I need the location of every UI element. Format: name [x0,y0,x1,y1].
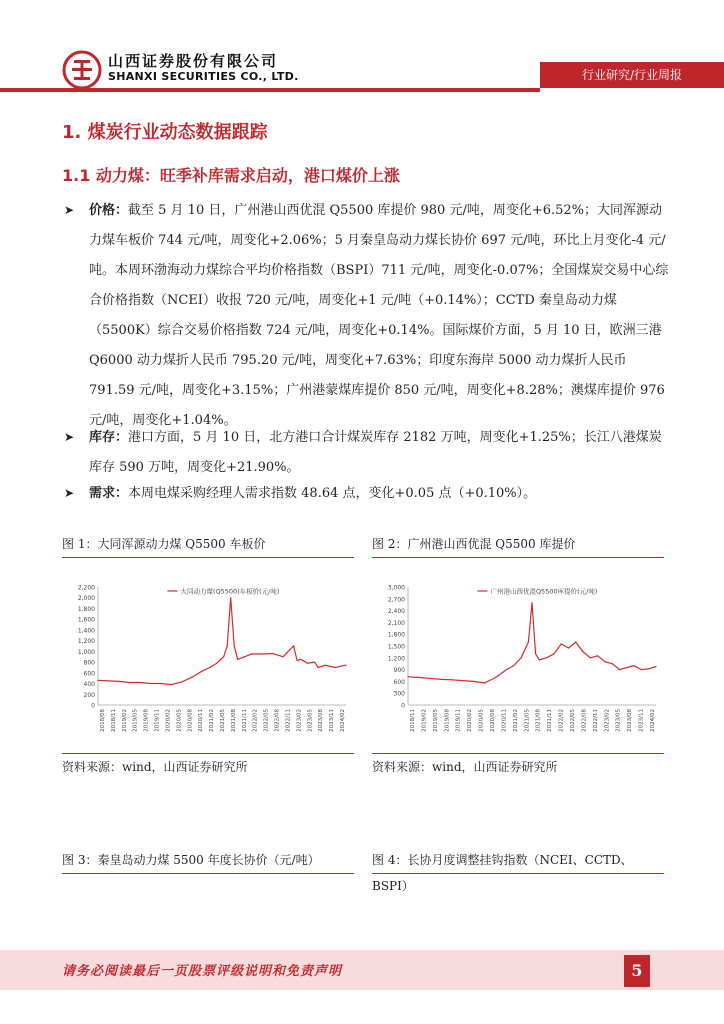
x-tick-label: 2022/02 [558,709,565,732]
x-tick-label: 2023/05 [307,709,314,732]
x-tick-label: 2023/08 [627,709,634,732]
paragraph-text: 本周电煤采购经理人需求指数 48.64 点，变化+0.05 点（+0.10%）。 [128,486,537,501]
y-tick-label: 0 [401,702,405,710]
legend-label: 广州港山西优混Q5500库提价(元/吨) [490,587,598,596]
data-point [513,665,514,666]
y-tick-label: 1,200 [77,638,95,646]
x-tick-label: 2022/02 [252,709,259,732]
y-tick-label: 2,200 [77,584,95,592]
page-number: 5 [624,955,650,987]
data-point [324,665,325,666]
x-tick-label: 2020/08 [490,709,496,732]
x-tick-label: 2019/02 [421,709,428,732]
data-point [317,667,318,668]
data-point [227,645,228,646]
figure-caption: 图 4：长协月度调整挂钩指数（NCEI、CCTD、BSPI） [372,847,664,874]
data-point [539,659,540,660]
data-point [535,653,536,654]
company-name-en: SHANXI SECURITIES CO., LTD. [108,70,299,83]
data-point [216,663,217,664]
data-point [283,656,284,657]
data-point [440,679,441,680]
data-point [648,668,649,669]
paragraph-text: 截至 5 月 10 日，广州港山西优混 Q5500 库提价 980 元/吨，周变化+6.52%；大同浑源动力煤车板价 744 元/吨，周变化+2.06%；5 月秦皇岛动力煤长协价 697 元/吨，环比上月变化-4 元/吨。本周环渤海动力煤综合平均价格指数（BSPI）711 元/吨，周变化-0.07%；全国煤炭交易中心综合价格指数（NCEI）收报 720 元/吨，周变化+1 元/吨（+0.14%）；CCTD 秦皇岛动力煤（5500K）综合交易价格指数 724 元/吨，周变化+0.14%。国际煤价方面，5 月 10 日，欧洲三港 Q6000 动力煤折人民币 795.20 元/吨，周变化+7.63%；印度东海岸 5000 动力煤折人民币 791.59 元/吨，周变化+3.15%；广州港蒙煤库提价 850 元/吨，周变化+8.28%；澳煤库提价 976 元/吨，周变化+1.04%。 [89,203,669,428]
chart-guangzhou-price [372,575,664,747]
y-tick-label: 400 [83,681,95,689]
x-tick-label: 2020/02 [467,709,474,732]
y-tick-label: 2,700 [387,596,405,604]
x-tick-label: 2019/05 [132,709,139,732]
y-tick-label: 2,000 [77,595,95,603]
data-point [230,597,231,598]
data-point [612,663,613,664]
x-tick-label: 2020/11 [198,709,205,732]
source-note: 资料来源：wind，山西证券研究所 [62,753,354,778]
x-tick-label: 2021/05 [220,709,226,732]
data-point [604,661,605,662]
paragraph-label: 库存： [89,430,129,445]
data-point [531,602,532,603]
x-tick-label: 2023/05 [615,709,622,732]
x-tick-label: 2023/02 [296,709,303,732]
x-tick-label: 2022/11 [285,709,292,732]
y-tick-label: 900 [393,667,405,675]
data-point [223,656,224,657]
paragraph-price [89,196,669,436]
section-heading: 1. 煤炭行业动态数据跟踪 [62,122,268,143]
data-point [335,667,336,668]
data-point [202,670,203,671]
data-point [520,657,521,658]
y-tick-label: 800 [83,659,95,667]
x-tick-label: 2021/02 [512,709,519,732]
data-point [314,661,315,662]
data-point [626,667,627,668]
data-point [553,653,554,654]
company-name-cn: 山西证券股份有限公司 [108,52,279,70]
data-point [129,682,130,683]
y-tick-label: 600 [393,678,405,686]
figure-caption: 图 3：秦皇岛动力煤 5500 年度长协价（元/吨） [62,847,354,874]
x-tick-label: 2019/11 [154,709,161,732]
data-point [528,641,529,642]
x-tick-label: 2022/08 [274,709,281,732]
x-tick-label: 2021/11 [547,709,554,732]
x-tick-label: 2021/08 [230,709,237,732]
data-point [244,656,245,657]
series-line [98,598,346,685]
y-tick-label: 600 [83,670,95,678]
x-tick-label: 2019/05 [432,709,439,732]
data-point [634,665,635,666]
x-tick-label: 2018/08 [100,709,106,732]
x-tick-label: 2023/11 [638,709,645,732]
x-tick-label: 2023/02 [604,709,611,732]
header-rule [0,88,540,92]
data-point [462,680,463,681]
paragraph-demand [89,479,669,509]
x-tick-label: 2019/08 [143,709,150,732]
x-tick-label: 2021/08 [535,709,542,732]
data-point [296,660,297,661]
data-point [407,676,408,677]
x-tick-label: 2020/05 [478,709,485,732]
data-point [597,655,598,656]
subsection-heading: 1.1 动力煤：旺季补库需求启动，港口煤价上涨 [62,166,400,185]
y-tick-label: 1,400 [77,627,95,635]
x-tick-label: 2021/05 [524,709,531,732]
series-line [408,603,656,683]
y-tick-label: 2,100 [387,619,405,627]
data-point [506,669,507,670]
data-point [237,659,238,660]
y-tick-label: 1,800 [387,631,405,639]
data-point [451,679,452,680]
data-point [307,663,308,664]
y-tick-label: 3,000 [387,584,405,592]
y-tick-label: 1,000 [77,648,95,656]
figure-caption: 图 2：广州港山西优混 Q5500 库提价 [372,531,664,558]
bullet-arrow-icon: ➤ [64,203,75,217]
data-point [293,645,294,646]
y-tick-label: 200 [83,691,95,699]
source-note: 资料来源：wind，山西证券研究所 [372,753,664,778]
x-tick-label: 2021/11 [241,709,248,732]
data-point [590,657,591,658]
paragraph-inventory [89,423,669,483]
x-tick-label: 2024/02 [650,709,656,732]
data-point [181,681,182,682]
report-type-tag: 行业研究/行业周报 [540,62,724,88]
x-tick-label: 2020/11 [501,709,508,732]
legend-label: 大同动力煤(Q5500)车板价(元/吨) [180,587,280,596]
data-point [473,681,474,682]
data-point [582,651,583,652]
data-point [97,680,98,681]
disclaimer-text: 请务必阅读最后一页股票评级说明和免责声明 [62,964,343,979]
x-tick-label: 2019/08 [444,709,451,732]
x-tick-label: 2022/11 [592,709,599,732]
x-tick-label: 2023/08 [318,709,325,732]
data-point [272,653,273,654]
x-tick-label: 2020/08 [187,709,194,732]
data-point [484,682,485,683]
data-point [251,653,252,654]
x-tick-label: 2020/02 [165,709,172,732]
y-tick-label: 1,500 [387,643,405,651]
data-point [575,641,576,642]
x-tick-label: 2018/11 [110,709,117,732]
data-point [561,643,562,644]
data-point [655,666,656,667]
y-tick-label: 1,600 [77,616,95,624]
y-tick-label: 300 [393,690,405,698]
data-point [118,681,119,682]
bullet-arrow-icon: ➤ [64,486,75,500]
data-point [418,677,419,678]
data-point [546,657,547,658]
x-tick-label: 2022/05 [263,709,270,732]
x-tick-label: 2019/11 [455,709,462,732]
figure-caption: 图 1：大同浑源动力煤 Q5500 车板价 [62,531,354,558]
company-logo-icon [62,50,102,90]
data-point [568,647,569,648]
chart-datong-price [62,575,354,747]
data-point [139,682,140,683]
data-point [495,677,496,678]
x-tick-label: 2022/05 [570,709,576,732]
data-point [209,667,210,668]
data-point [300,659,301,660]
data-point [429,678,430,679]
x-tick-label: 2021/02 [209,709,216,732]
data-point [234,645,235,646]
data-point [192,677,193,678]
bullet-arrow-icon: ➤ [64,430,75,444]
data-point [160,683,161,684]
x-tick-label: 2022/08 [581,709,588,732]
y-tick-label: 1,800 [77,605,95,613]
y-tick-label: 0 [91,702,95,710]
x-tick-label: 2018/11 [410,709,416,732]
data-point [171,684,172,685]
data-point [150,683,151,684]
x-tick-label: 2024/02 [340,709,346,732]
data-point [345,664,346,665]
x-tick-label: 2020/05 [176,709,183,732]
paragraph-label: 价格： [89,203,129,218]
y-tick-label: 2,400 [387,608,405,616]
data-point [619,669,620,670]
paragraph-label: 需求： [89,486,129,501]
data-point [641,669,642,670]
x-tick-label: 2023/11 [329,709,336,732]
x-tick-label: 2019/02 [121,709,128,732]
y-tick-label: 1,200 [387,655,405,663]
paragraph-text: 港口方面，5 月 10 日，北方港口合计煤炭库存 2182 万吨，周变化+1.25%；长江八港煤炭库存 590 万吨，周变化+21.90%。 [89,430,662,475]
data-point [262,653,263,654]
data-point [108,680,109,681]
